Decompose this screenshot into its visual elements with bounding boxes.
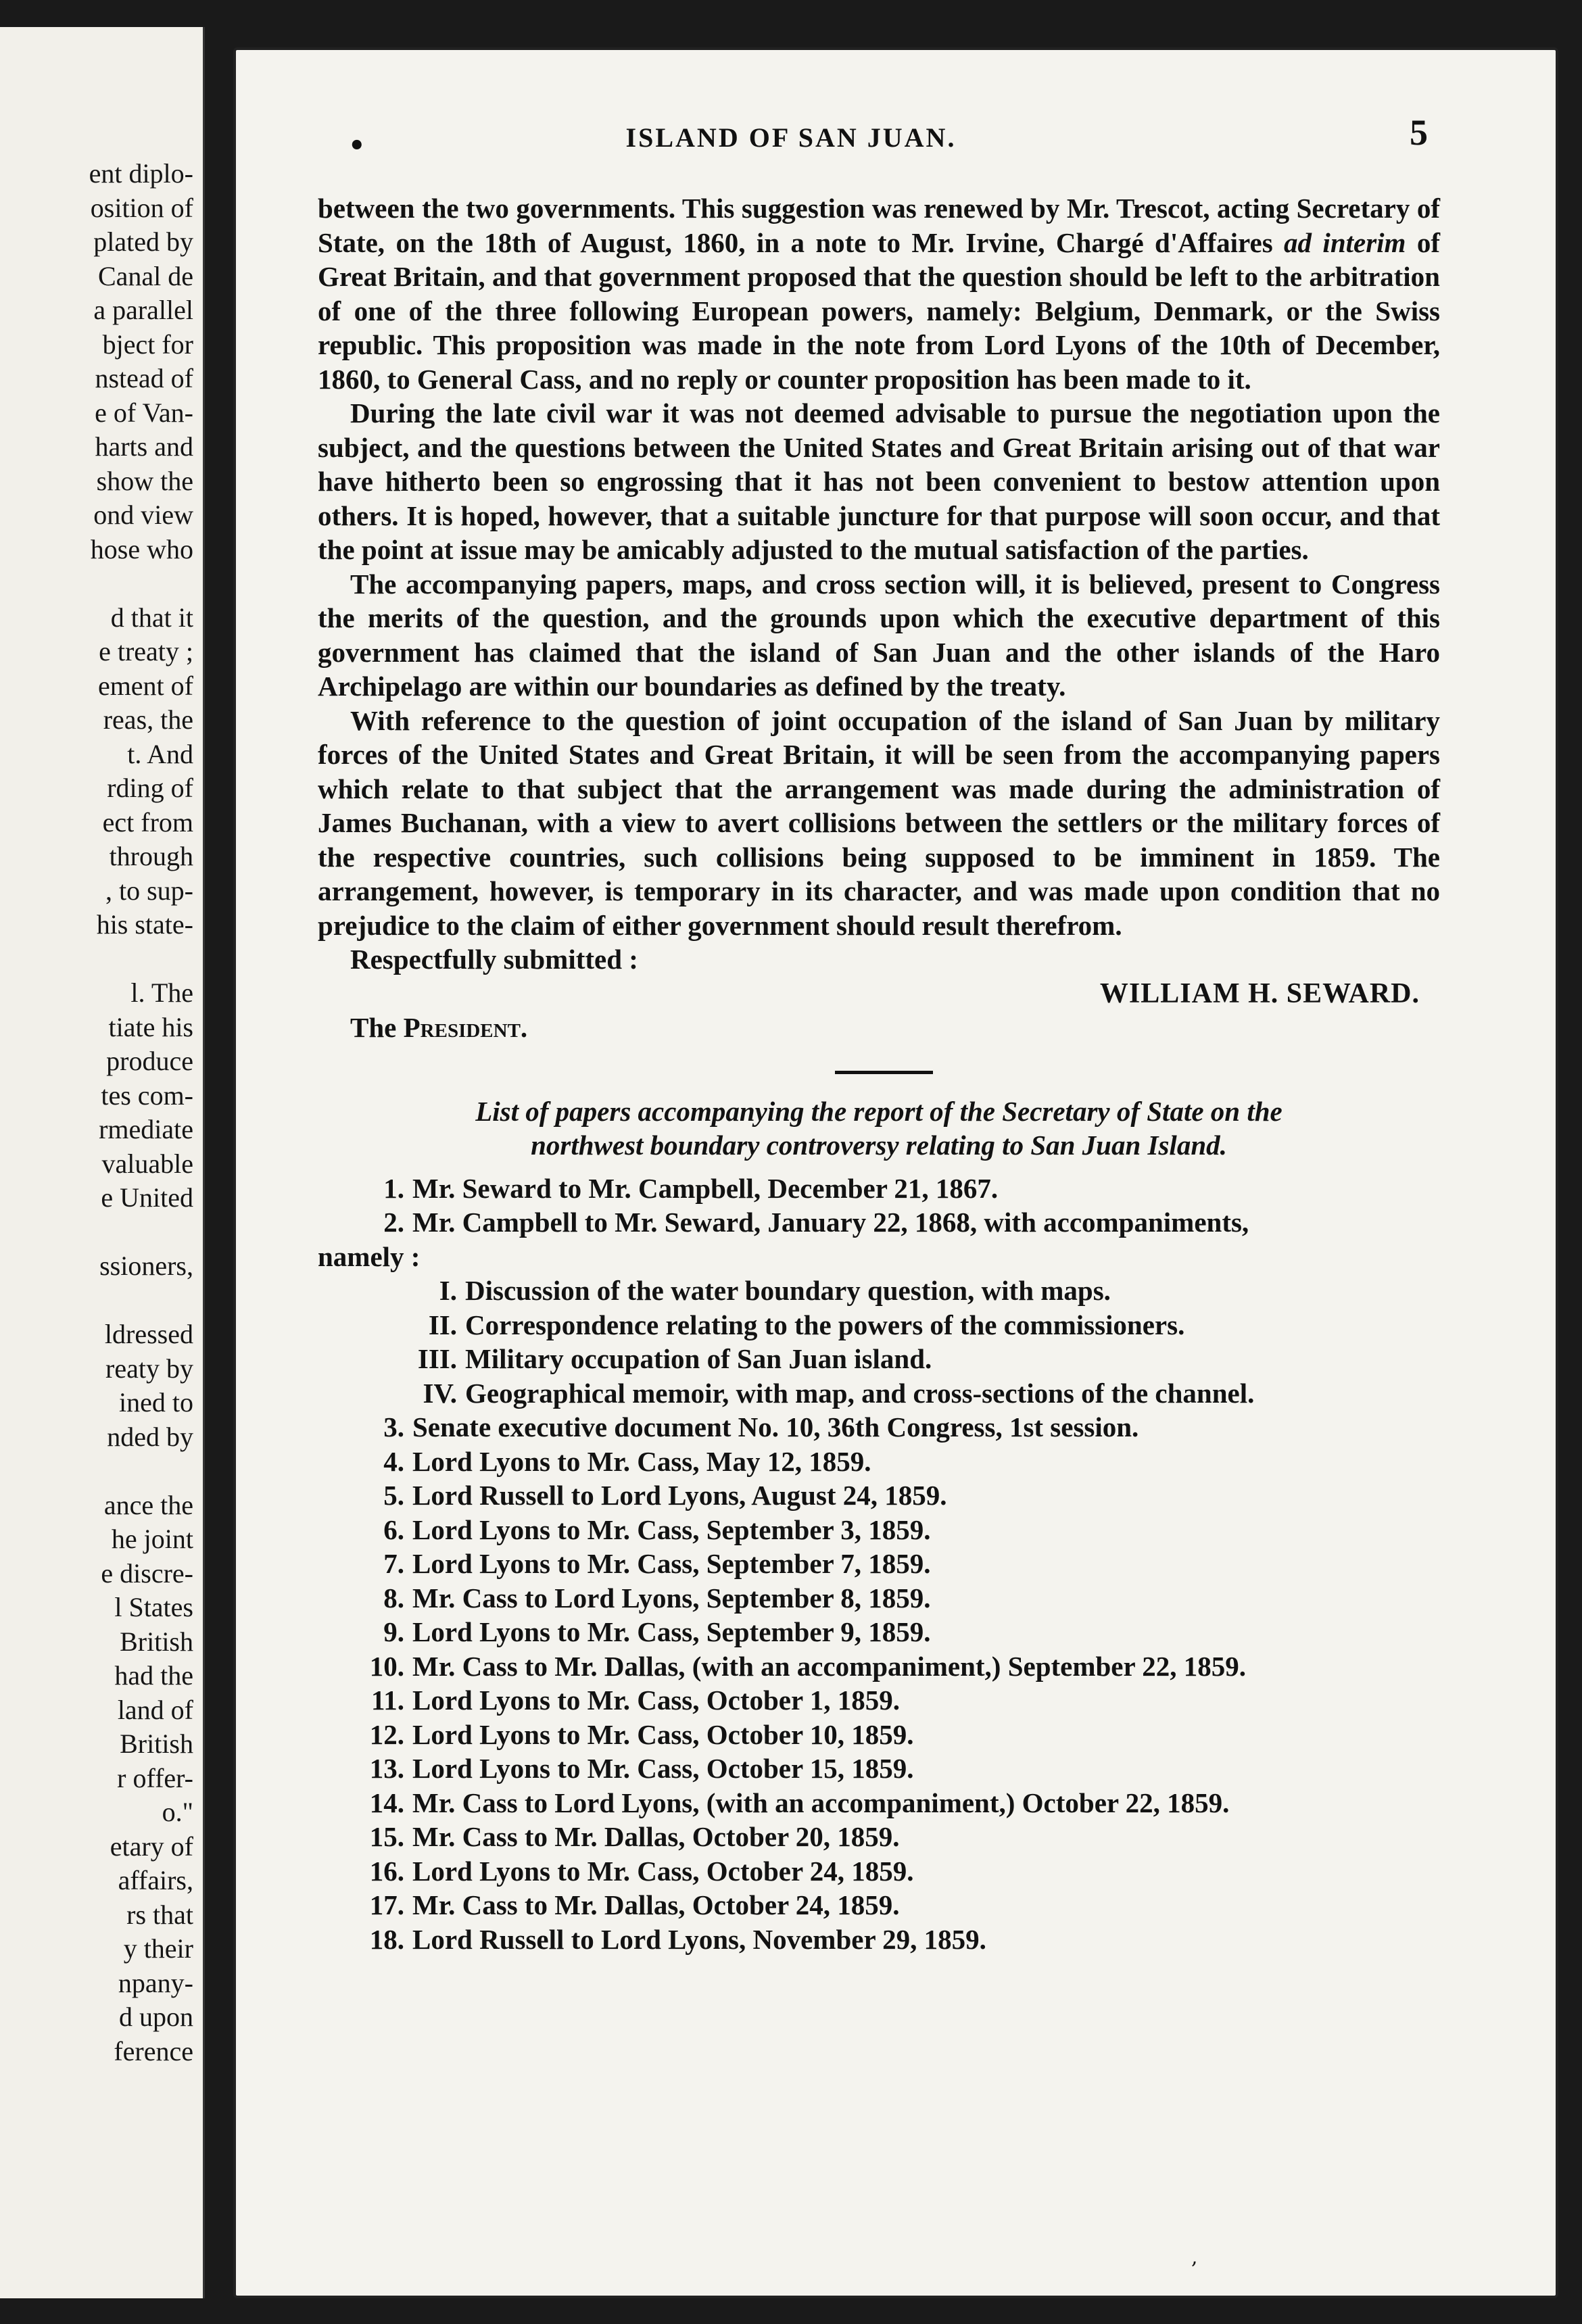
left-fragment-line: valuable xyxy=(101,1148,193,1179)
left-fragment-line: e United xyxy=(101,1182,193,1213)
running-header: ISLAND OF SAN JUAN. xyxy=(625,122,957,153)
left-fragment-line: e of Van- xyxy=(95,397,193,428)
left-fragment-line: British xyxy=(120,1626,193,1657)
list-item-number: III. xyxy=(417,1343,457,1374)
list-item xyxy=(318,1274,1440,1308)
left-fragment-line: ined to xyxy=(119,1387,193,1418)
list-item-number: 6. xyxy=(383,1514,404,1545)
left-fragment-line: rding of xyxy=(107,773,193,803)
list-item xyxy=(318,1308,1440,1342)
list-item xyxy=(318,1615,1440,1649)
list-item-number: IV. xyxy=(423,1377,457,1409)
bottom-mark: , xyxy=(1191,2246,1198,2269)
left-fragment-line: osition of xyxy=(90,192,193,223)
left-fragment-line: ance the xyxy=(103,1489,193,1520)
list-item xyxy=(318,1445,1440,1479)
list-item-text: Lord Russell to Lord Lyons, August 24, 1859. xyxy=(412,1480,947,1511)
list-item-text: Lord Lyons to Mr. Cass, October 24, 1859. xyxy=(412,1855,914,1887)
left-fragment-line: reas, the xyxy=(103,704,193,735)
addressee xyxy=(318,1011,1440,1045)
list-item-number: 16. xyxy=(369,1855,404,1887)
list-item-text: Lord Lyons to Mr. Cass, September 7, 1859. xyxy=(412,1548,931,1579)
left-fragment-line: l States xyxy=(114,1592,193,1622)
left-fragment-line: reaty by xyxy=(105,1353,193,1384)
list-item-number: 3. xyxy=(383,1411,404,1443)
list-item-text: Geographical memoir, with map, and cross-sections of the channel. xyxy=(465,1377,1255,1409)
left-fragment-line: o." xyxy=(162,1797,193,1827)
left-fragment-line: ect from xyxy=(102,806,193,838)
left-fragment-line: affairs, xyxy=(118,1865,193,1895)
left-fragment-line: d that it xyxy=(110,602,193,633)
left-fragment-line: a parallel xyxy=(93,295,193,325)
list-item-number: 17. xyxy=(369,1889,404,1920)
list-item-number: 10. xyxy=(369,1650,404,1682)
paragraph-2: During the late civil war it was not deemed advisable to pursue the negotiation upon the subject, and the questions between the United States and Great Britain arising out of that war have hitherto been so engrossing that it has not been convenient to bestow attention upon others. It is hoped, however, that a suitable juncture for that purpose will soon occur, and that the point at issue may be amicably adjusted to the mutual satisfaction of the parties. xyxy=(318,397,1440,565)
list-item xyxy=(318,1649,1440,1684)
list-item-number: II. xyxy=(428,1309,457,1340)
left-fragment-line: hose who xyxy=(90,533,193,564)
list-title-line-2: northwest boundary controversy relating to San Juan Island. xyxy=(531,1129,1227,1161)
list-item xyxy=(318,1888,1440,1922)
page-number: 5 xyxy=(1410,112,1428,153)
list-item-text: Lord Lyons to Mr. Cass, October 1, 1859. xyxy=(412,1685,900,1716)
list-item-number: 14. xyxy=(369,1787,404,1818)
left-fragment-line: Canal de xyxy=(97,260,193,291)
list-item-number: 11. xyxy=(371,1685,404,1716)
list-item-continuation: namely : xyxy=(318,1240,421,1272)
list-item xyxy=(318,1547,1440,1581)
list-item xyxy=(318,1171,1440,1206)
left-fragment-line: ference xyxy=(114,2035,193,2066)
header-dot: • xyxy=(348,130,366,162)
left-fragment-line: y their xyxy=(123,1933,193,1964)
left-fragment-line: npany- xyxy=(118,1967,193,1998)
left-fragment-line: show the xyxy=(96,465,193,496)
list-item-text: Senate executive document No. 10, 36th Congress, 1st session. xyxy=(412,1411,1139,1443)
list-item xyxy=(318,1683,1440,1718)
left-fragment-line: through xyxy=(109,841,193,871)
list-item xyxy=(318,1922,1440,1957)
left-fragment-line: etary of xyxy=(110,1831,193,1862)
addressee-prefix: The xyxy=(350,1012,404,1043)
list-item-text: Lord Russell to Lord Lyons, November 29, 1859. xyxy=(412,1923,986,1955)
list-item-text: Lord Lyons to Mr. Cass, May 12, 1859. xyxy=(412,1445,871,1477)
list-item-text: Lord Lyons to Mr. Cass, September 3, 1859. xyxy=(412,1514,931,1545)
left-fragment-line: tiate his xyxy=(108,1011,193,1042)
left-fragment-line: he joint xyxy=(111,1524,193,1554)
paragraph-4: With reference to the question of joint occupation of the island of San Juan by military forces of the United States and Great Britain, it will be seen from the accompanying papers which relate to that subject that the arrangement was made during the administration of James Buchanan, with a view to avert collisions between the settlers or the military forces of the respective countries, such collisions being supposed to be imminent in 1859. The arrangement, however, is temporary in its character, and was made upon condition that no prejudice to the claim of either government should result therefrom. xyxy=(318,704,1440,941)
left-fragment-line: r offer- xyxy=(117,1762,193,1793)
list-item-text: Mr. Cass to Mr. Dallas, (with an accompaniment,) September 22, 1859. xyxy=(412,1650,1246,1682)
list-item-number: 1. xyxy=(383,1172,404,1204)
list-item-text: Lord Lyons to Mr. Cass, October 10, 1859. xyxy=(412,1718,914,1750)
left-fragment-line: ldressed xyxy=(104,1319,193,1349)
list-item-text: Lord Lyons to Mr. Cass, September 9, 1859. xyxy=(412,1616,931,1647)
left-fragment-line: plated by xyxy=(93,226,193,257)
list-item-number: 4. xyxy=(383,1445,404,1477)
list-item xyxy=(318,1854,1440,1889)
list-item-number: 18. xyxy=(369,1923,404,1955)
page-body xyxy=(318,191,1440,1956)
list-item-text: Correspondence relating to the powers of the commissioners. xyxy=(465,1309,1185,1340)
list-title xyxy=(318,1094,1440,1162)
left-fragment-line: harts and xyxy=(95,431,193,462)
left-fragment-line: t. And xyxy=(127,738,193,769)
list-item-number: 15. xyxy=(369,1821,404,1852)
left-fragment-line: ent diplo- xyxy=(89,158,193,189)
paragraph-1: between the two governments. This suggestion was renewed by Mr. Trescot, acting Secretary of State, on the 18th of August, 1860, in a note to Mr. Irvine, Chargé d'Affaires ad interim of Great Britain, and that government proposed that the question should be left to the arbitration of one of the three following European powers, namely: Belgium, Denmark, or the Swiss republic. This proposition was made in the note from Lord Lyons of the 10th of December, 1860, to General Cass, and no reply or counter proposition has been made to it. xyxy=(318,193,1440,395)
list-item-number: 12. xyxy=(369,1718,404,1750)
left-fragment-line: e treaty ; xyxy=(99,636,193,667)
list-item-text: Mr. Seward to Mr. Campbell, December 21, 1867. xyxy=(412,1172,999,1204)
left-fragment-line: nded by xyxy=(107,1421,193,1452)
list-item-number: 8. xyxy=(383,1582,404,1614)
list-item-text: Mr. Cass to Lord Lyons, September 8, 1859. xyxy=(412,1582,931,1614)
list-item-number: 7. xyxy=(383,1548,404,1579)
closing-line: Respectfully submitted : xyxy=(350,944,638,975)
left-fragment-line: nstead of xyxy=(95,363,193,393)
left-fragment-line: ement of xyxy=(97,670,193,701)
list-item-number: I. xyxy=(439,1275,457,1306)
left-fragment-line: his state- xyxy=(96,909,193,940)
list-item-text: Discussion of the water boundary question, with maps. xyxy=(465,1275,1111,1306)
left-fragment-line: rs that xyxy=(126,1899,193,1930)
left-fragment-line: l. The xyxy=(130,977,193,1008)
left-fragment-line: had the xyxy=(114,1660,193,1691)
left-fragment-line: British xyxy=(120,1728,193,1759)
list-item xyxy=(318,1376,1440,1411)
list-item xyxy=(318,1410,1440,1445)
left-fragment-line: , to sup- xyxy=(105,875,193,906)
list-item xyxy=(318,1240,1440,1274)
list-item xyxy=(318,1513,1440,1547)
left-fragment-line: tes com- xyxy=(101,1080,193,1111)
list-item-number: 13. xyxy=(369,1753,404,1784)
list-item xyxy=(318,1581,1440,1616)
list-item xyxy=(318,1718,1440,1752)
list-item-number: 2. xyxy=(383,1207,404,1238)
left-fragment-line: d upon xyxy=(119,2002,193,2032)
list-item-text: Mr. Cass to Mr. Dallas, October 20, 1859. xyxy=(412,1821,900,1852)
left-fragment-line: land of xyxy=(117,1694,193,1725)
papers-list xyxy=(318,1171,1440,1957)
left-page-fragment xyxy=(0,27,205,2298)
list-item xyxy=(318,1205,1440,1240)
left-fragment-line: e discre- xyxy=(101,1557,193,1589)
left-fragment-line: produce xyxy=(106,1046,193,1076)
section-rule xyxy=(835,1071,933,1074)
italic-phrase: ad interim xyxy=(1284,226,1406,258)
list-item-text: Mr. Campbell to Mr. Seward, January 22, 1868, with accompaniments, xyxy=(412,1207,1249,1238)
list-item xyxy=(318,1342,1440,1376)
list-item-number: 9. xyxy=(383,1616,404,1647)
list-item xyxy=(318,1820,1440,1854)
list-item xyxy=(318,1786,1440,1820)
list-item xyxy=(318,1478,1440,1513)
list-title-line-1: List of papers accompanying the report of the Secretary of State on the xyxy=(475,1095,1283,1127)
signature: WILLIAM H. SEWARD. xyxy=(1099,977,1420,1009)
left-fragment-line: ssioners, xyxy=(99,1251,193,1281)
list-item-text: Military occupation of San Juan island. xyxy=(465,1343,932,1374)
list-item-text: Mr. Cass to Mr. Dallas, October 24, 1859. xyxy=(412,1889,900,1920)
list-item-text: Mr. Cass to Lord Lyons, (with an accompaniment,) October 22, 1859. xyxy=(412,1787,1230,1818)
list-item xyxy=(318,1751,1440,1786)
list-item-number: 5. xyxy=(383,1480,404,1511)
paragraph-3: The accompanying papers, maps, and cross section will, it is believed, present to Congress the merits of the question, and the grounds upon which the executive department of this government has claimed that the island of San Juan and the other islands of the Haro Archipelago are within our boundaries as defined by the treaty. xyxy=(318,568,1440,702)
left-fragment-line: ond view xyxy=(93,500,193,530)
left-fragment-line: rmediate xyxy=(99,1114,193,1144)
list-item-text: Lord Lyons to Mr. Cass, October 15, 1859. xyxy=(412,1753,914,1784)
left-fragment-line: bject for xyxy=(102,329,193,360)
addressee-title: President. xyxy=(403,1012,528,1043)
